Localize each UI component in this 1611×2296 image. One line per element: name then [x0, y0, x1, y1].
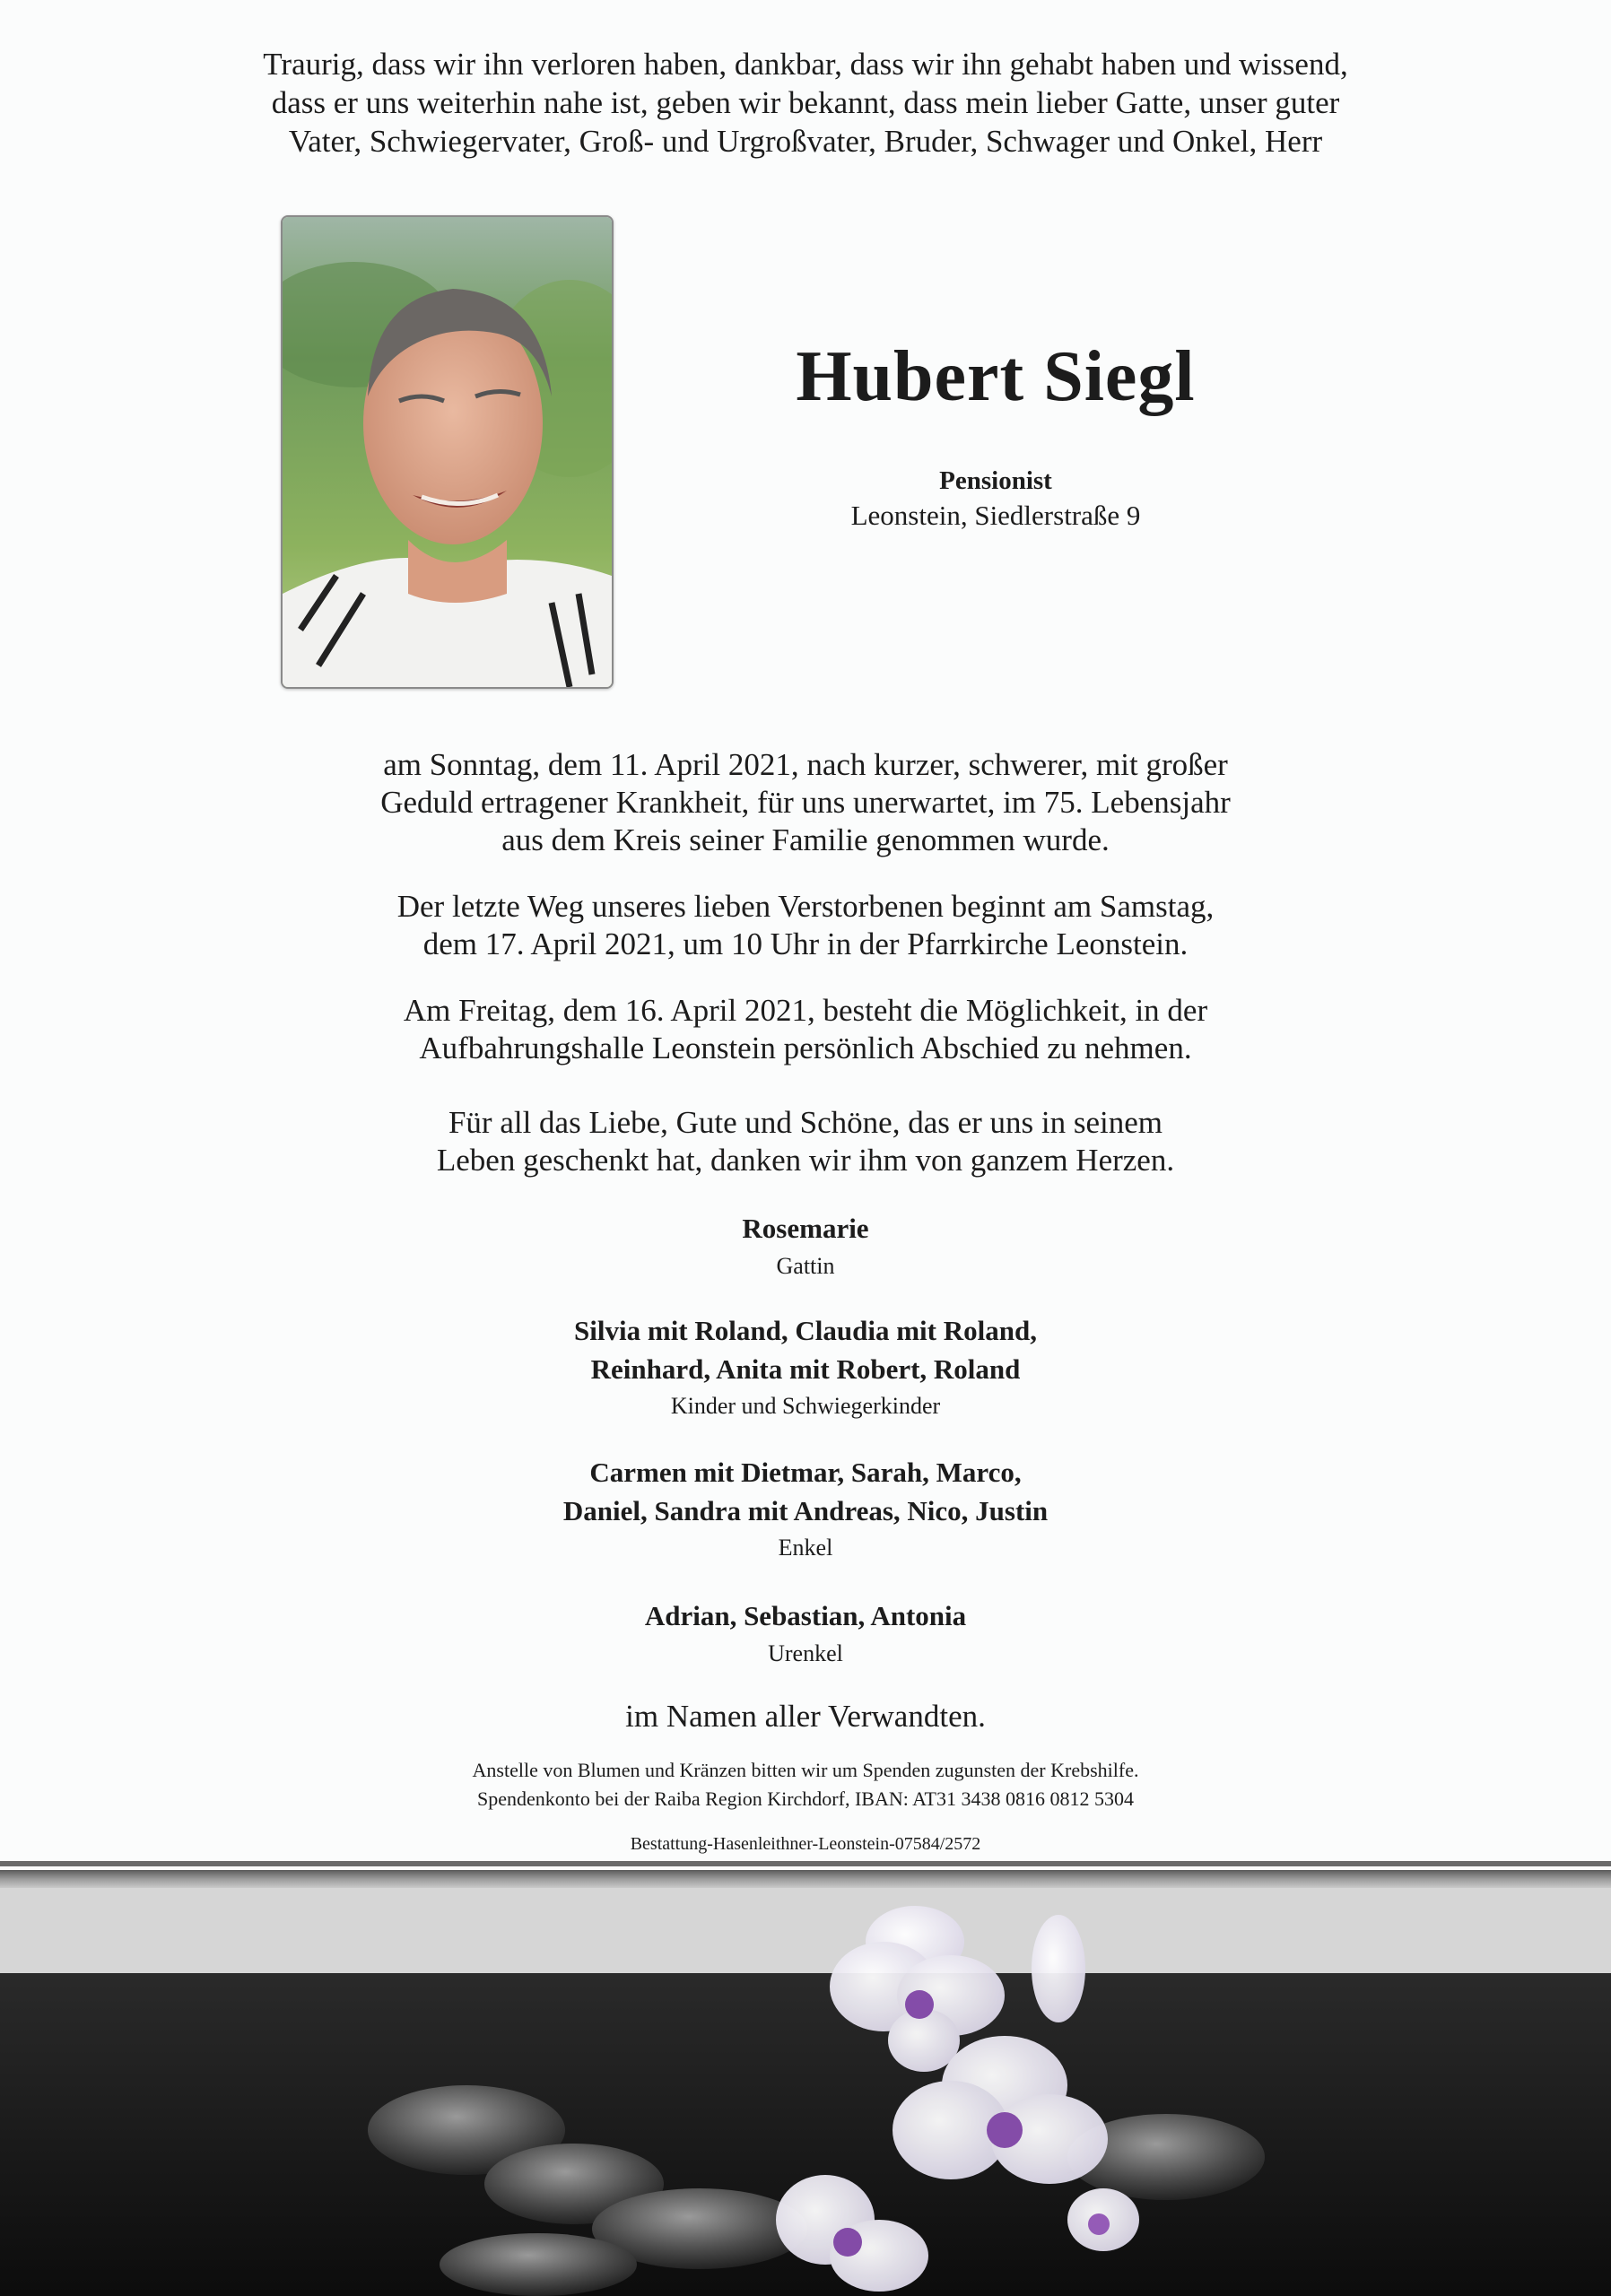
paragraph-line: dem 17. April 2021, um 10 Uhr in der Pfarrkirche Leonstein.	[422, 926, 1189, 961]
paragraph-line: aus dem Kreis seiner Familie genommen wurde.	[501, 822, 1110, 857]
closing-line: im Namen aller Verwandten.	[625, 1699, 986, 1734]
mourner-line: Carmen mit Dietmar, Sarah, Marco,	[589, 1457, 1022, 1488]
mourner-line: Daniel, Sandra mit Andreas, Nico, Justin	[562, 1495, 1049, 1526]
deceased-occupation: Pensionist	[939, 466, 1052, 495]
intro-line: Vater, Schwiegervater, Groß- und Urgroßvater, Bruder, Schwager und Onkel, Herr	[288, 124, 1323, 159]
intro-text	[215, 45, 1396, 161]
funeral-paragraph	[0, 888, 1611, 963]
mourner-names	[0, 1453, 1611, 1530]
death-paragraph	[0, 746, 1611, 859]
mourner-line: Rosemarie	[742, 1213, 869, 1244]
mourner-line: Reinhard, Anita mit Robert, Roland	[590, 1353, 1021, 1385]
paragraph-line: Aufbahrungshalle Leonstein persönlich Abschied zu nehmen.	[419, 1031, 1192, 1065]
paragraph-line: Für all das Liebe, Gute und Schöne, das er uns in seinem	[448, 1105, 1163, 1140]
paragraph-line: Geduld ertragener Krankheit, für uns unerwartet, im 75. Lebensjahr	[380, 785, 1231, 820]
viewing-paragraph	[0, 992, 1611, 1067]
paragraph-line: am Sonntag, dem 11. April 2021, nach kurzer, schwerer, mit großer	[383, 747, 1228, 782]
deceased-address: Leonstein, Siedlerstraße 9	[850, 500, 1141, 531]
mourner-role: Urenkel	[768, 1640, 843, 1666]
mourner-names	[0, 1209, 1611, 1248]
mourner-line: Adrian, Sebastian, Antonia	[644, 1600, 967, 1631]
mourner-role: Enkel	[778, 1535, 833, 1561]
paragraph-line: Der letzte Weg unseres lieben Verstorbenen beginnt am Samstag,	[396, 889, 1215, 924]
donation-line: Anstelle von Blumen und Kränzen bitten wir um Spenden zugunsten der Krebshilfe.	[472, 1759, 1139, 1781]
paragraph-line: Am Freitag, dem 16. April 2021, besteht die Möglichkeit, in der	[403, 993, 1208, 1028]
mourner-role: Gattin	[776, 1253, 835, 1279]
deceased-name: Hubert Siegl	[796, 337, 1196, 416]
donation-note	[0, 1756, 1611, 1813]
paragraph-line: Leben geschenkt hat, danken wir ihm von ganzem Herzen.	[436, 1143, 1175, 1178]
thanks-paragraph	[0, 1104, 1611, 1179]
intro-line: dass er uns weiterhin nahe ist, geben wir bekannt, dass mein lieber Gatte, unser guter	[271, 85, 1340, 120]
portrait-photo	[281, 215, 614, 689]
mourner-line: Silvia mit Roland, Claudia mit Roland,	[574, 1315, 1037, 1346]
intro-line: Traurig, dass wir ihn verloren haben, dankbar, dass wir ihn gehabt haben und wissend,	[263, 47, 1348, 82]
orchid-footer-image	[0, 1861, 1611, 2296]
donation-line: Spendenkonto bei der Raiba Region Kirchdorf, IBAN: AT31 3438 0816 0812 5304	[476, 1787, 1134, 1810]
funeral-home-line: Bestattung-Hasenleithner-Leonstein-07584/2572	[630, 1834, 981, 1854]
mourner-role: Kinder und Schwiegerkinder	[670, 1393, 941, 1419]
mourner-names	[0, 1596, 1611, 1635]
mourner-names	[0, 1311, 1611, 1388]
